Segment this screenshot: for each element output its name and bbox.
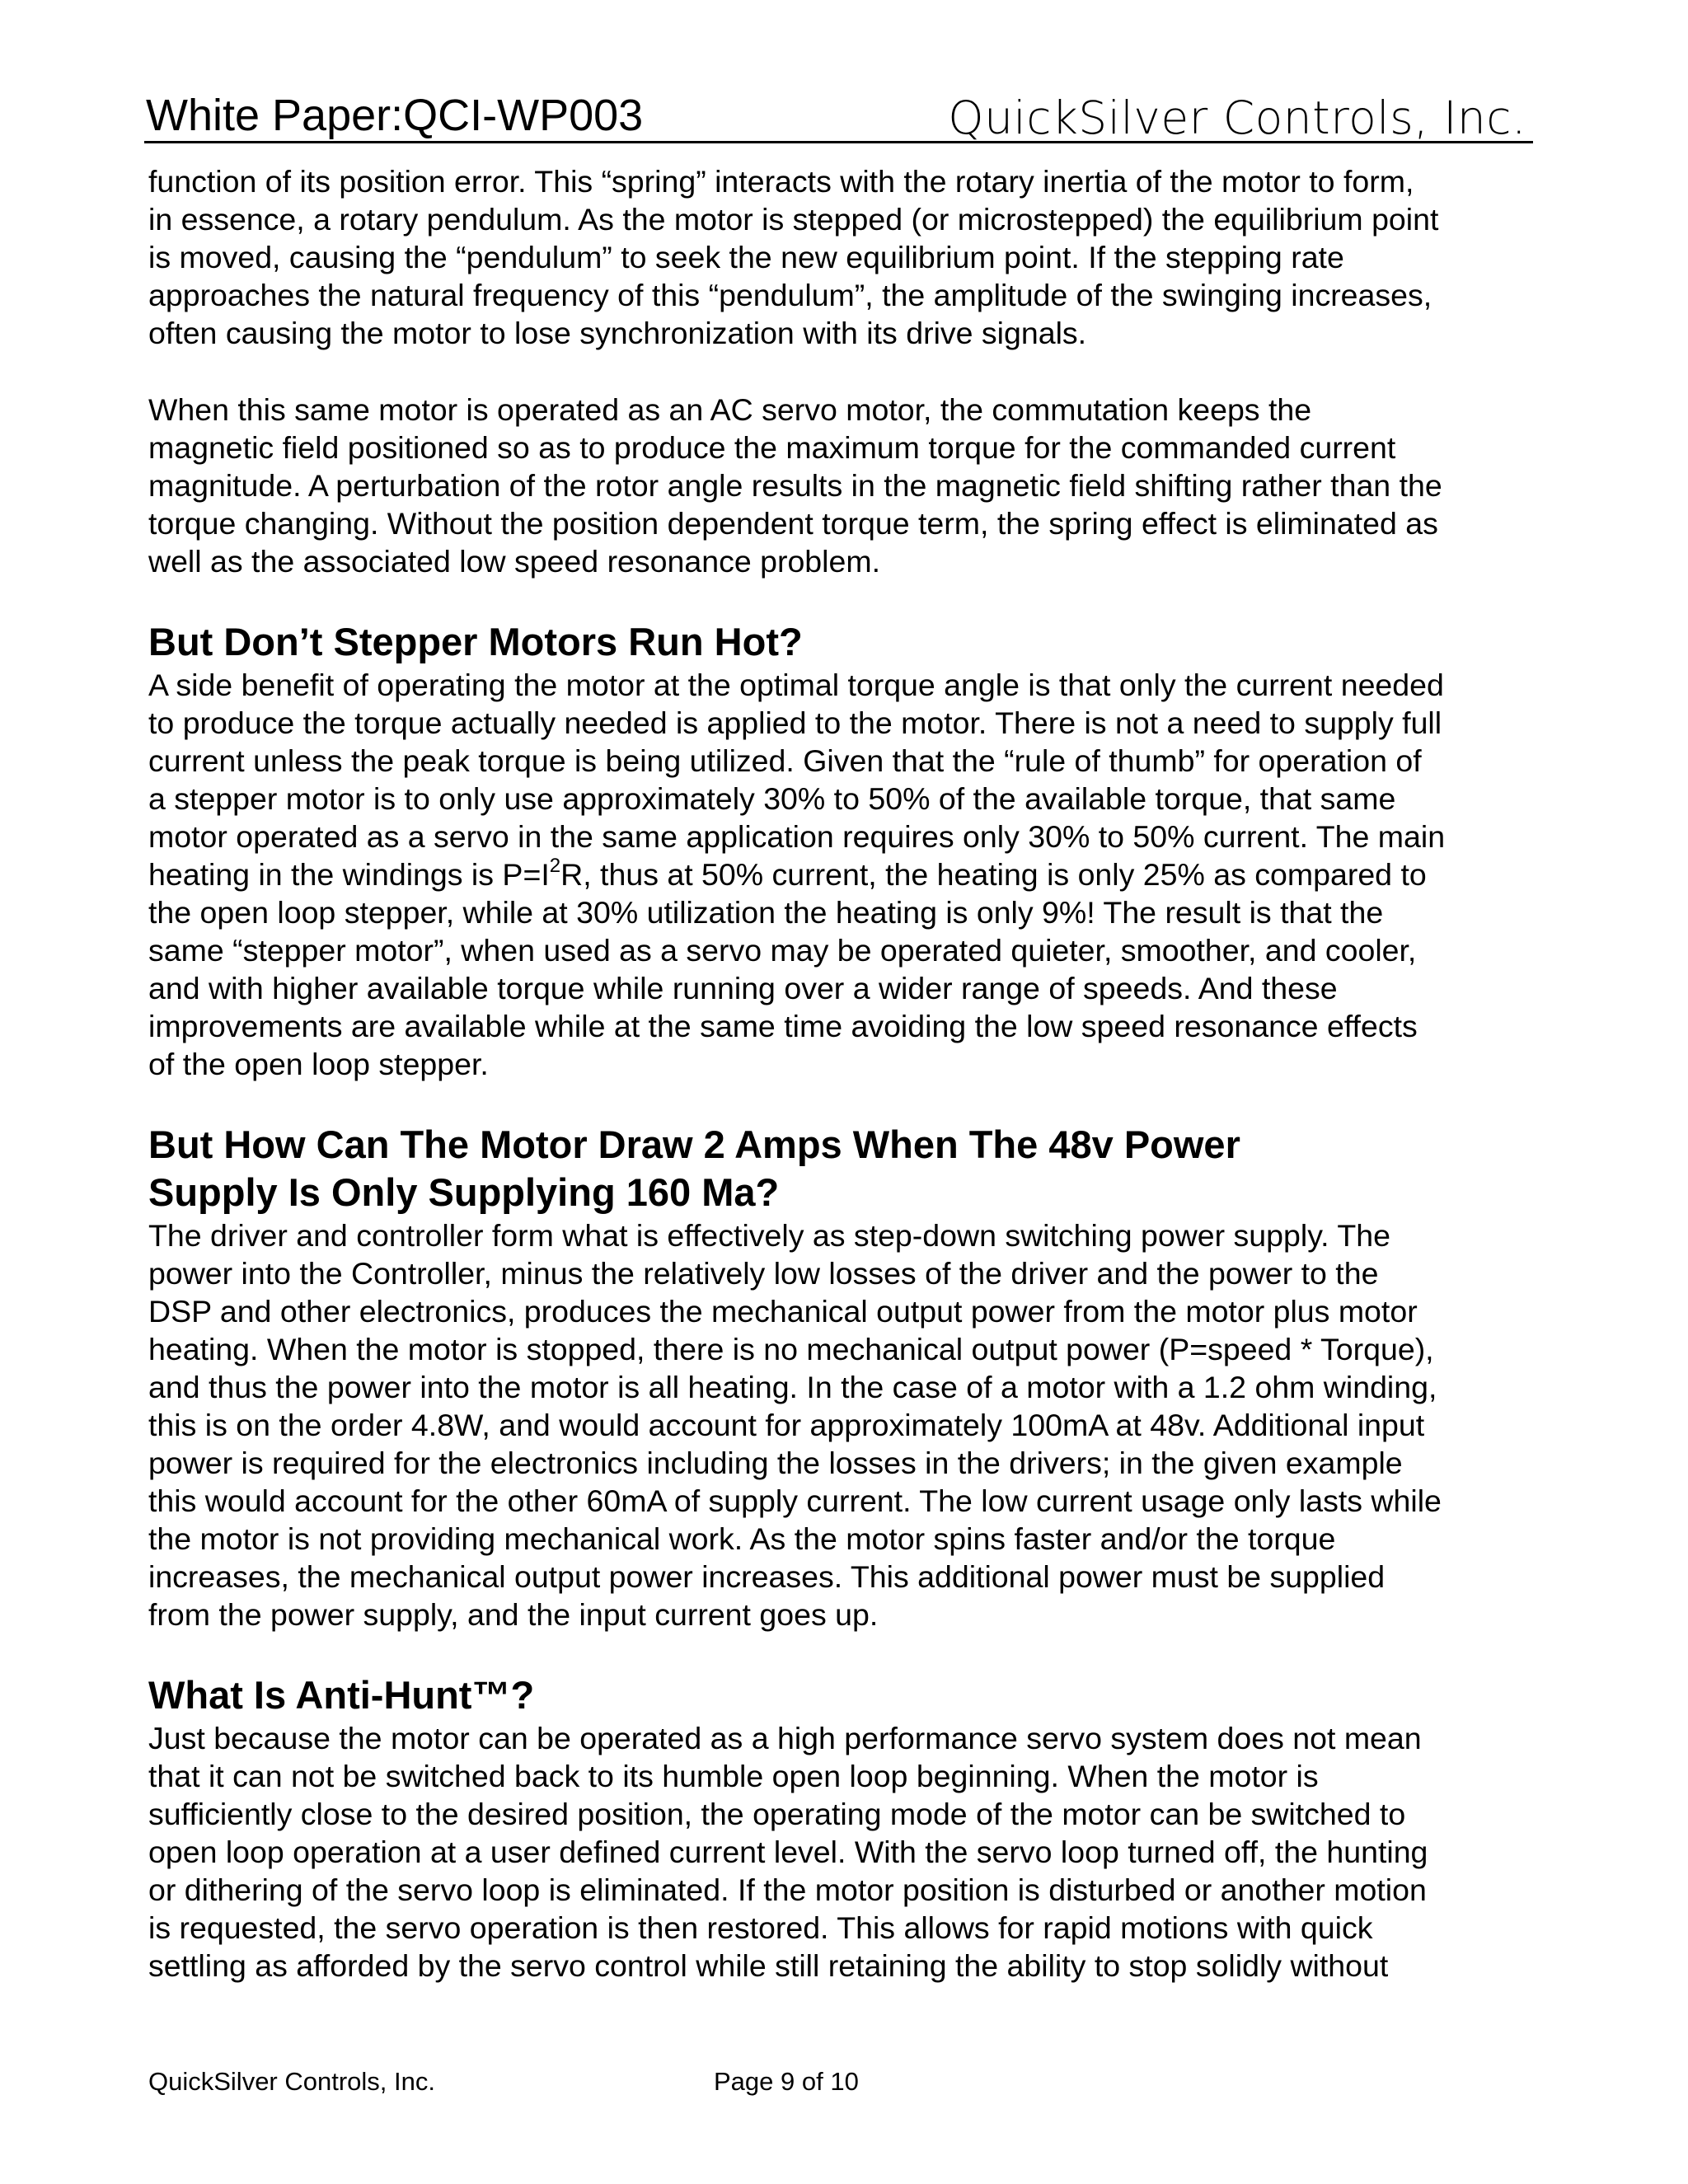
text-line: current unless the peak torque is being utilized. Given that the “rule of thumb” for operation of bbox=[148, 743, 1422, 778]
text-line: and with higher available torque while running over a wider range of speeds. And these bbox=[148, 971, 1338, 1005]
text-line: to produce the torque actually needed is applied to the motor. There is not a need to supply full bbox=[148, 705, 1442, 740]
section-heading-power-supply-cont: Supply Is Only Supplying 160 Ma? bbox=[148, 1170, 780, 1214]
page-body bbox=[148, 162, 1550, 1985]
text-line: settling as afforded by the servo control while still retaining the ability to stop solidly without bbox=[148, 1948, 1389, 1983]
text-line: A side benefit of operating the motor at the optimal torque angle is that only the current needed bbox=[148, 668, 1444, 702]
text-line: When this same motor is operated as an AC servo motor, the commutation keeps the bbox=[148, 392, 1312, 427]
paragraph-ac-servo bbox=[148, 391, 1550, 580]
paragraph-anti-hunt bbox=[148, 1719, 1550, 1985]
text-line: this is on the order 4.8W, and would account for approximately 100mA at 48v. Additional input bbox=[148, 1408, 1425, 1442]
page-header bbox=[144, 85, 1533, 143]
text-line: The driver and controller form what is effectively as step-down switching power supply. The bbox=[148, 1218, 1390, 1253]
text-line: function of its position error. This “spring” interacts with the rotary inertia of the motor to form, bbox=[148, 164, 1414, 199]
text-line: motor operated as a servo in the same application requires only 30% to 50% current. The main bbox=[148, 819, 1446, 854]
text-line: or dithering of the servo loop is eliminated. If the motor position is disturbed or another motion bbox=[148, 1872, 1427, 1907]
text-line: well as the associated low speed resonance problem. bbox=[148, 544, 881, 579]
formula-suffix: R, thus at 50% current, the heating is only 25% as compared to bbox=[560, 857, 1427, 892]
section-heading-anti-hunt: What Is Anti-Hunt™? bbox=[148, 1673, 535, 1717]
text-line: open loop operation at a user defined current level. With the servo loop turned off, the hunting bbox=[148, 1835, 1428, 1869]
section-heading-run-hot: But Don’t Stepper Motors Run Hot? bbox=[148, 620, 803, 663]
footer-page-number: Page 9 of 10 bbox=[714, 2067, 859, 2096]
text-line: power into the Controller, minus the relatively low losses of the driver and the power to the bbox=[148, 1256, 1379, 1291]
text-line: improvements are available while at the same time avoiding the low speed resonance effects bbox=[148, 1009, 1418, 1043]
text-line: the open loop stepper, while at 30% utilization the heating is only 9%! The result is that the bbox=[148, 895, 1384, 930]
text-line: magnitude. A perturbation of the rotor angle results in the magnetic field shifting rather than the bbox=[148, 468, 1442, 503]
formula-superscript: 2 bbox=[549, 855, 561, 877]
text-line-formula bbox=[148, 855, 1550, 893]
text-line: magnetic field positioned so as to produce the maximum torque for the commanded current bbox=[148, 430, 1396, 465]
text-line: is requested, the servo operation is then restored. This allows for rapid motions with quick bbox=[148, 1910, 1373, 1945]
text-line: Just because the motor can be operated as a high performance servo system does not mean bbox=[148, 1721, 1422, 1755]
formula-prefix: heating in the windings is P=I bbox=[148, 857, 550, 892]
footer-company: QuickSilver Controls, Inc. bbox=[148, 2067, 435, 2096]
text-line: same “stepper motor”, when used as a servo may be operated quieter, smoother, and cooler, bbox=[148, 933, 1417, 968]
text-line: torque changing. Without the position dependent torque term, the spring effect is eliminated as bbox=[148, 506, 1438, 541]
text-line: often causing the motor to lose synchronization with its drive signals. bbox=[148, 316, 1087, 350]
text-line: is moved, causing the “pendulum” to seek the new equilibrium point. If the stepping rate bbox=[148, 240, 1344, 274]
text-line: heating. When the motor is stopped, there is no mechanical output power (P=speed * Torque), bbox=[148, 1332, 1434, 1366]
text-line: increases, the mechanical output power increases. This additional power must be supplied bbox=[148, 1559, 1386, 1594]
text-line: the motor is not providing mechanical work. As the motor spins faster and/or the torque bbox=[148, 1521, 1336, 1556]
section-heading-power-supply: But How Can The Motor Draw 2 Amps When The 48v Power bbox=[148, 1122, 1240, 1166]
document-id: White Paper:QCI-WP003 bbox=[146, 91, 644, 140]
paragraph-spring-pendulum bbox=[148, 162, 1550, 352]
paragraph-power-supply bbox=[148, 1216, 1550, 1633]
text-line: this would account for the other 60mA of supply current. The low current usage only lasts while bbox=[148, 1483, 1442, 1518]
text-line: in essence, a rotary pendulum. As the motor is stepped (or microstepped) the equilibrium point bbox=[148, 202, 1439, 237]
text-line: that it can not be switched back to its humble open loop beginning. When the motor is bbox=[148, 1759, 1319, 1793]
text-line: of the open loop stepper. bbox=[148, 1047, 489, 1081]
text-line: a stepper motor is to only use approximately 30% to 50% of the available torque, that same bbox=[148, 781, 1396, 816]
text-line: and thus the power into the motor is all heating. In the case of a motor with a 1.2 ohm winding, bbox=[148, 1370, 1437, 1404]
text-line: sufficiently close to the desired position, the operating mode of the motor can be switched to bbox=[148, 1797, 1406, 1831]
text-line: DSP and other electronics, produces the mechanical output power from the motor plus motor bbox=[148, 1294, 1418, 1329]
text-line: power is required for the electronics including the losses in the drivers; in the given example bbox=[148, 1446, 1403, 1480]
paragraph-run-hot bbox=[148, 666, 1550, 1083]
company-logo-text: QuickSilver Controls, Inc. bbox=[948, 91, 1526, 144]
text-line: approaches the natural frequency of this “pendulum”, the amplitude of the swinging increases, bbox=[148, 278, 1432, 312]
text-line: from the power supply, and the input current goes up. bbox=[148, 1597, 879, 1632]
